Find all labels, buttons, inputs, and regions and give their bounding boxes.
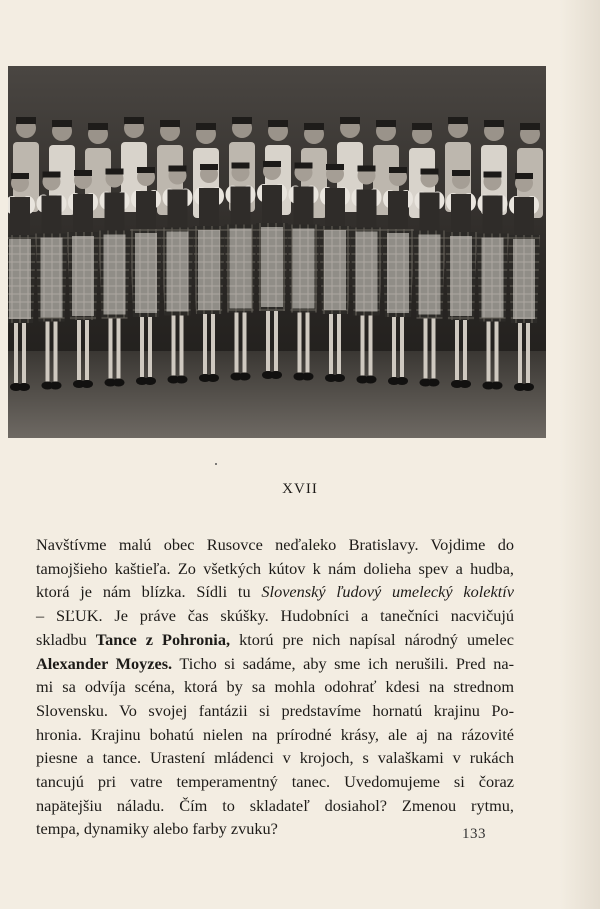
text-line (36, 652, 514, 676)
text-run: – SĽUK. Je práve čas skúšky. Hudobníci a tanečníci nacvičujú (36, 606, 514, 626)
text-line (36, 580, 514, 604)
text-run: tamojšieho kaštieľa. Zo všetkých kútov k nám dolieha spev a hudba, (36, 558, 514, 578)
text-line (36, 794, 514, 818)
ensemble-photo-drawing (8, 66, 546, 438)
text-line (36, 699, 514, 723)
text-run: Navštívme malú obec Rusovce neďaleko Bratislavy. Vojdime do (36, 535, 514, 554)
text-run: hronia. Krajinu bohatú nielen na prírodné krásy, ale aj na rázovité (36, 724, 514, 744)
text-line (36, 723, 514, 747)
text-run: ktorú pre nich napísal národný umelec (230, 629, 514, 649)
text-line (36, 770, 514, 794)
text-line (36, 746, 514, 770)
body-paragraph (36, 533, 514, 841)
bold-text: Alexander Moyzes. (36, 653, 173, 673)
text-line (36, 533, 514, 557)
text-run: skladbu (36, 629, 96, 649)
text-line (36, 604, 514, 628)
text-run: mi sa odvíja scéna, ktorá by sa mohla odohrať kdesi na strednom (36, 677, 514, 697)
text-run: ktorá je nám blízka. Sídli tu (36, 582, 262, 602)
text-run: tempa, dynamiky alebo farby zvuku? (36, 819, 278, 839)
ensemble-photo (8, 66, 546, 438)
text-line (36, 817, 514, 841)
text-run: Ticho si sadáme, aby sme ich nerušili. Pred na- (172, 653, 514, 673)
text-line (36, 675, 514, 699)
text-run: tancujú pri vatre temperamentný tanec. Uvedomujeme si čoraz (36, 772, 514, 792)
bold-text: Tance z Pohronia, (95, 629, 231, 649)
text-run: piesne a tance. Urastení mládenci v krojoch, s valaškami v rukách (36, 748, 514, 768)
text-line (36, 557, 514, 581)
page-edge-shadow (560, 0, 600, 909)
stray-dot (215, 463, 217, 465)
page-number: 133 (462, 826, 486, 842)
italic-text: Slovenský ľudový umelecký kolektív (261, 582, 515, 602)
text-line (36, 628, 514, 652)
text-run: napätejšiu náladu. Čím to skladateľ dosiahol? Zmenou rytmu, (36, 795, 514, 815)
chapter-number: XVII (282, 481, 318, 497)
text-run: Slovensku. Vo svojej fantázii si predstavíme hornatú krajinu Po- (36, 700, 514, 720)
